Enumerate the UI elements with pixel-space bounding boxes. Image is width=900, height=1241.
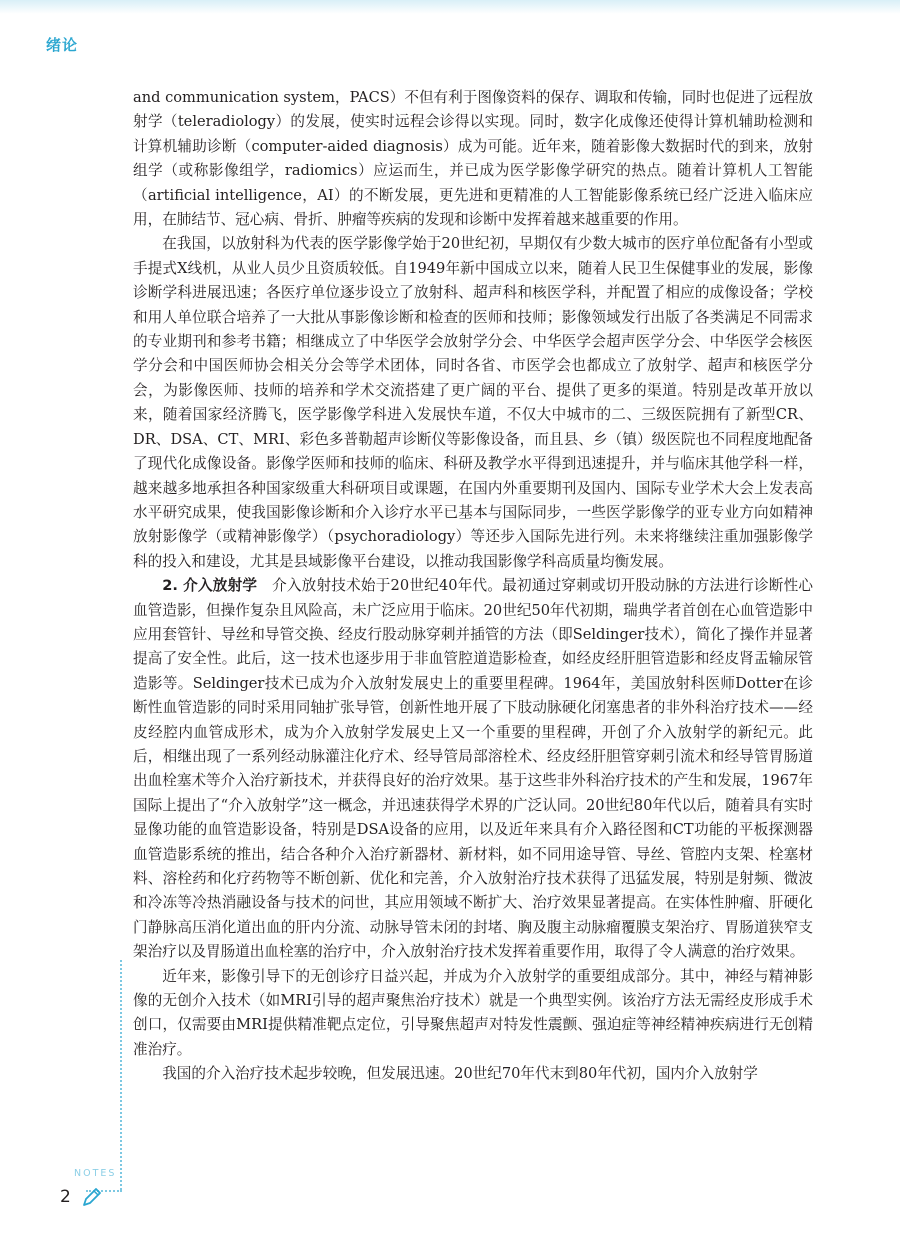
- body-text: [133, 86, 813, 1087]
- paragraph-noninvasive: 近年来，影像引导下的无创诊疗日益兴起，并成为介入放射学的重要组成部分。其中，神经与精神影像的无创介入技术（如MRI引导的超声聚焦治疗技术）就是一个典型实例。该治疗方法无需经皮形成手术创口，仅需要由MRI提供精准靶点定位，引导聚焦超声对特发性震颤、强迫症等神经精神疾病进行无创精准治疗。: [133, 967, 813, 1058]
- page-number: 2: [60, 1187, 71, 1207]
- paragraph-interventional-radiology: [133, 574, 813, 965]
- subheading-interventional-radiology: 2. 介入放射学: [162, 577, 258, 595]
- paragraph-interventional-text: 介入放射技术始于20世纪40年代。最初通过穿刺或切开股动脉的方法进行诊断性心血管造影，但操作复杂且风险高，未广泛应用于临床。20世纪50年代初期，瑞典学者首创在心血管造影中应用套管针、导丝和导管交换、经皮行股动脉穿刺并插管的方法（即Seldinger技术），简化了操作并显著提高了安全性。此后，这一技术也逐步用于非血管腔道造影检查，如经皮经肝胆管造影和经皮肾盂输尿管造影等。Seldinger技术已成为介入放射发展史上的重要里程碑。1964年，美国放射科医师Dotter在诊断性血管造影的同时采用同轴扩张导管，创新性地开展了下肢动脉硬化闭塞患者的非外科治疗技术——经皮经腔内血管成形术，成为介入放射学发展史上又一个重要的里程碑，开创了介入放射学的新纪元。此后，相继出现了一系列经动脉灌注化疗术、经导管局部溶栓术、经皮经肝胆管穿刺引流术和经导管胃肠道出血栓塞术等介入治疗新技术，并获得良好的治疗效果。基于这些非外科治疗技术的产生和发展，1967年国际上提出了“介入放射学”这一概念，并迅速获得学术界的广泛认同。20世纪80年代以后，随着具有实时显像功能的血管造影设备，特别是DSA设备的应用，以及近年来具有介入路径图和CT功能的平板探测器血管造影系统的推出，结合各种介入治疗新器材、新材料，如不同用途导管、导丝、管腔内支架、栓塞材料、溶栓药和化疗药物等不断创新、优化和完善，介入放射治疗技术获得了迅猛发展，特别是射频、微波和冷冻等冷热消融设备与技术的问世，其应用领域不断扩大、治疗效果显著提高。在实体性肿瘤、肝硬化门静脉高压消化道出血的肝内分流、动脉导管未闭的封堵、胸及腹主动脉瘤覆膜支架治疗、胃肠道狭窄支架治疗以及胃肠道出血栓塞的治疗中，介入放射治疗技术发挥着重要作用，取得了令人满意的治疗效果。: [133, 577, 813, 961]
- paragraph-continued: and communication system，PACS）不但有利于图像资料的保存、调取和传输，同时也促进了远程放射学（teleradiology）的发展，使实时远程会诊得以实现。同时，数字化成像还使得计算机辅助检测和计算机辅助诊断（computer-aided diagnosis）成为可能。近年来，随着影像大数据时代的到来，放射组学（或称影像组学，radiomics）应运而生，并已成为医学影像学研究的热点。随着计算机人工智能（artificial intelligence，AI）的不断发展，更先进和更精准的人工智能影像系统已经广泛进入临床应用，在肺结节、冠心病、骨折、肿瘤等疾病的发现和诊断中发挥着越来越重要的作用。: [133, 89, 813, 229]
- paragraph-china-intervention: 我国的介入治疗技术起步较晚，但发展迅速。20世纪70年代末到80年代初，国内介入放射学: [162, 1065, 758, 1083]
- section-title: 绪论: [46, 36, 79, 54]
- notes-label: NOTES: [74, 1168, 117, 1179]
- header-band: [0, 0, 900, 14]
- notes-margin-line: [120, 960, 122, 1190]
- paragraph-domestic-development: 在我国，以放射科为代表的医学影像学始于20世纪初，早期仅有少数大城市的医疗单位配备有小型或手提式X线机，从业人员少且资质较低。自1949年新中国成立以来，随着人民卫生保健事业的发展，影像诊断学科进展迅速；各医疗单位逐步设立了放射科、超声科和核医学科，并配置了相应的成像设备；学校和用人单位联合培养了一大批从事影像诊断和检查的医师和技师；影像领域发行出版了各类满足不同需求的专业期刊和参考书籍；相继成立了中华医学会放射学分会、中华医学会超声医学分会、中华医学会核医学分会和中国医师协会相关分会等学术团体，同时各省、市医学会也都成立了放射学、超声和核医学分会，为影像医师、技师的培养和学术交流搭建了更广阔的平台、提供了更多的渠道。特别是改革开放以来，随着国家经济腾飞，医学影像学科进入发展快车道，不仅大中城市的二、三级医院拥有了新型CR、DR、DSA、CT、MRI、彩色多普勒超声诊断仪等影像设备，而且县、乡（镇）级医院也不同程度地配备了现代化成像设备。影像学医师和技师的临床、科研及教学水平得到迅速提升，并与临床其他学科一样，越来越多地承担各种国家级重大科研项目或课题，在国内外重要期刊及国内、国际专业学术大会上发表高水平研究成果，使我国影像诊断和介入诊疗水平已基本与国际同步，一些医学影像学的亚专业方向如精神放射影像学（或精神影像学）（psychoradiology）等还步入国际先进行列。未来将继续注重加强影像学科的投入和建设，尤其是县域影像平台建设，以推动我国影像学科高质量均衡发展。: [133, 235, 813, 570]
- pencil-icon: [80, 1185, 104, 1209]
